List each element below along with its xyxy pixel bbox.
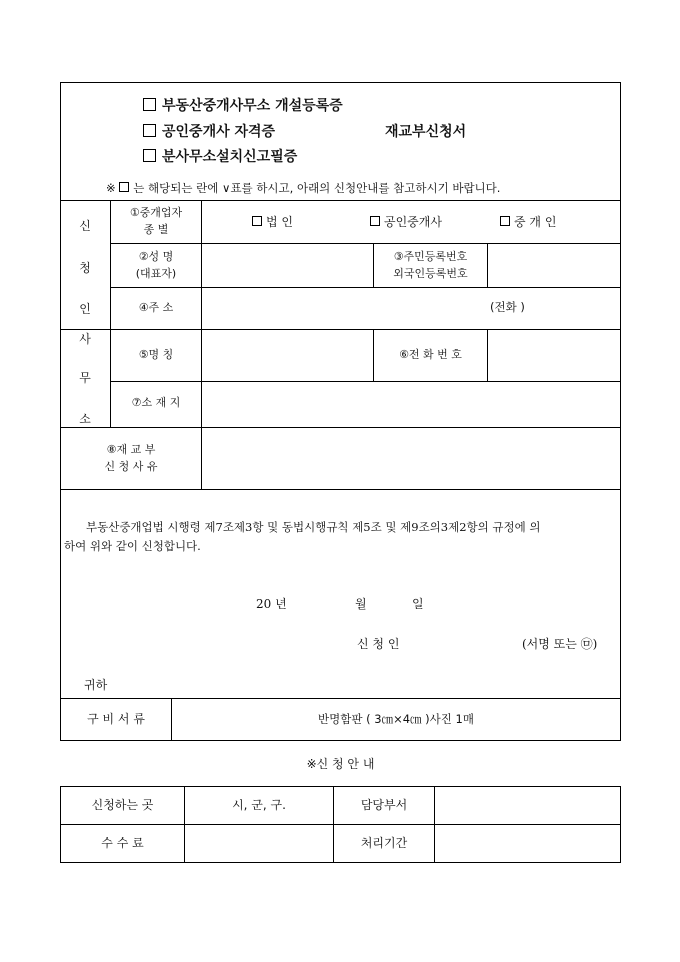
office-location-label: ⑦소 재 지 xyxy=(131,396,181,409)
applicant-side-char: 신 xyxy=(79,219,91,233)
checkbox-broker[interactable] xyxy=(500,216,510,226)
option-broker[interactable]: 중 개 인 xyxy=(500,214,556,230)
addressee-label: 귀하 xyxy=(84,678,108,692)
office-phone-field[interactable] xyxy=(488,330,620,380)
checkbox-license[interactable] xyxy=(143,124,156,137)
title-option-branch-office: 분사무소설치신고필증 xyxy=(143,146,297,166)
required-docs-label: 구 비 서 류 xyxy=(87,712,145,726)
address-field[interactable] xyxy=(202,288,620,328)
divider xyxy=(60,824,621,825)
date-year: 20 년 xyxy=(256,597,287,611)
guide-dept-label: 담당부서 xyxy=(360,798,408,812)
office-name-label: ⑤명 칭 xyxy=(138,348,174,361)
address-phone-paren: (전화 ) xyxy=(490,300,525,314)
id-number-field[interactable] xyxy=(488,244,620,286)
statement-line-2: 하여 위와 같이 신청합니다. xyxy=(64,539,201,553)
statement-line-1: 부동산중개업법 시행령 제7조제3항 및 동법시행규칙 제5조 및 제9조의3제2항의 규정에 의 xyxy=(86,520,541,534)
office-name-field[interactable] xyxy=(202,330,372,380)
divider xyxy=(434,786,435,863)
divider xyxy=(60,698,621,699)
title-option-license: 공인중개사 자격증 xyxy=(143,121,275,141)
divider xyxy=(60,489,621,490)
guide-fee-label: 수 수 료 xyxy=(101,836,144,850)
guide-title: ※신 청 안 내 xyxy=(306,757,375,771)
required-docs-value: 반명함판 ( 3㎝×4㎝ )사진 1매 xyxy=(318,712,474,726)
instruction-note: ※ 는 해당되는 란에 ∨표를 하시고, 아래의 신청안내를 참고하시기 바랍니다. xyxy=(106,181,501,195)
signer-label: 신 청 인 xyxy=(357,637,400,651)
applicant-side-char: 청 xyxy=(79,261,91,275)
guide-where-value: 시, 군, 구. xyxy=(232,798,286,812)
id-number-label: ③주민등록번호 외국인등록번호 xyxy=(393,250,468,280)
signature-note: (서명 또는 ㉤) xyxy=(522,637,598,651)
checkbox-corporation[interactable] xyxy=(252,216,262,226)
guide-where-label: 신청하는 곳 xyxy=(91,798,154,812)
option-licensed-agent[interactable]: 공인중개사 xyxy=(370,214,442,230)
date-day: 일 xyxy=(412,597,424,611)
title-option-office-registration: 부동산중개사무소 개설등록증 xyxy=(143,95,343,115)
reissue-reason-label: ⑧재 교 부 신 청 사 유 xyxy=(104,443,158,473)
office-side-char: 무 xyxy=(79,371,91,385)
agent-type-label: ①중개업자 종 별 xyxy=(129,206,183,236)
name-label: ②성 명 (대표자) xyxy=(135,250,177,280)
office-side-char: 소 xyxy=(79,412,91,426)
reissue-reason-field[interactable] xyxy=(202,428,620,488)
checkbox-branch-office[interactable] xyxy=(143,149,156,162)
date-month: 월 xyxy=(355,597,367,611)
applicant-side-char: 인 xyxy=(79,302,91,316)
option-corporation[interactable]: 법 인 xyxy=(252,214,293,230)
checkbox-licensed-agent[interactable] xyxy=(370,216,380,226)
form-title: 재교부신청서 xyxy=(385,124,467,140)
office-phone-label: ⑥전 화 번 호 xyxy=(399,348,462,361)
name-field[interactable] xyxy=(202,244,372,286)
address-label: ④주 소 xyxy=(138,301,174,314)
guide-period-label: 처리기간 xyxy=(360,836,408,850)
divider xyxy=(60,200,621,201)
sample-checkbox-icon xyxy=(119,182,129,192)
office-side-char: 사 xyxy=(79,332,91,346)
office-location-field[interactable] xyxy=(202,382,620,426)
checkbox-office-registration[interactable] xyxy=(143,98,156,111)
